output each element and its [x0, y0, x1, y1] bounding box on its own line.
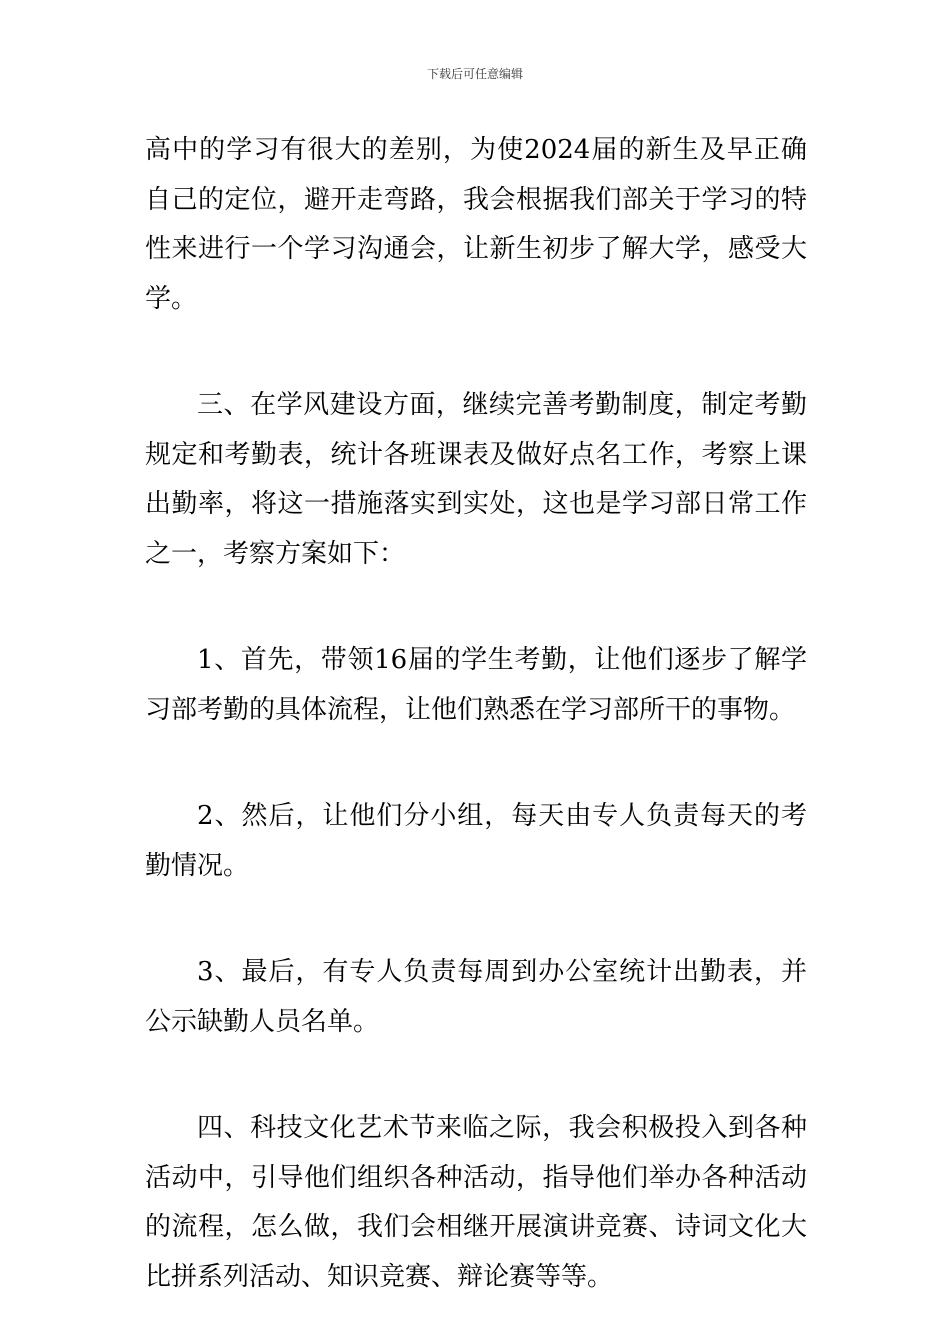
paragraph-item-one: 1、首先，带领16届的学生考勤，让他们逐步了解学习部考勤的具体流程，让他们熟悉在学习部所干的事物。: [145, 645, 807, 725]
paragraph-gap: [145, 1047, 807, 1104]
paragraph-item-two: 2、然后，让他们分小组，每天由专人负责每天的考勤情况。: [145, 801, 807, 881]
paragraph-continuation: 高中的学习有很大的差别，为使2024届的新生及早正确自己的定位，避开走弯路，我会根据我们部关于学习的特性来进行一个学习沟通会，让新生初步了解大学，感受大学。: [145, 135, 807, 314]
paragraph-section-three: 三、在学风建设方面，继续完善考勤制度，制定考勤规定和考勤表，统计各班课表及做好点名工作，考察上课出勤率，将这一措施落实到实处，这也是学习部日常工作之一，考察方案如下：: [145, 390, 807, 569]
paragraph-section-four: 四、科技文化艺术节来临之际，我会积极投入到各种活动中，引导他们组织各种活动，指导他们举办各种活动的流程，怎么做，我们会相继开展演讲竞赛、诗词文化大比拼系列活动、知识竞赛、辩论赛等等。: [145, 1113, 807, 1292]
paragraph-gap: [145, 579, 807, 636]
document-body: [145, 126, 807, 1302]
paragraph-gap: [145, 735, 807, 792]
paragraph-gap: [145, 891, 807, 948]
paragraph-item-three: 3、最后，有专人负责每周到办公室统计出勤表，并公示缺勤人员名单。: [145, 957, 807, 1037]
paragraph-gap: [145, 324, 807, 381]
header-note: 下载后可任意编辑: [426, 67, 523, 81]
